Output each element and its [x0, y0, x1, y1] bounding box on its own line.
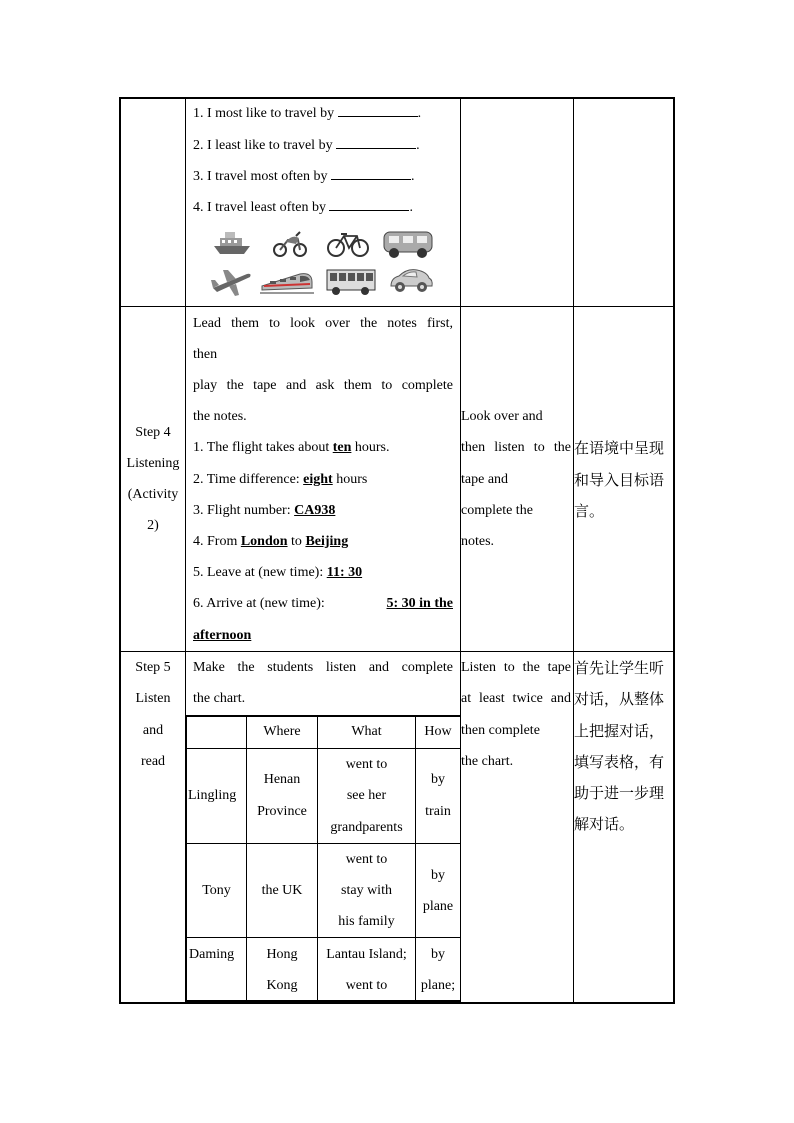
student-line: tape and — [461, 472, 509, 487]
question-1: 1. I most like to travel by . — [193, 106, 422, 121]
chart-cell-name: Lingling — [188, 788, 237, 803]
intro-line: Make the students listen and complete — [193, 660, 453, 675]
intro-line: play the tape and ask them to complete — [193, 378, 453, 393]
note-2: 2. Time difference: eight hours — [193, 472, 368, 487]
chart-cell-name: Tony — [202, 883, 231, 898]
chart-cell-how: plane; — [420, 978, 456, 993]
chart-header-where: Where — [263, 724, 301, 739]
step-label-line: Step 5 — [135, 660, 171, 675]
student-line: Listen to the tape — [461, 660, 571, 675]
table-border-top — [119, 97, 675, 99]
purpose-line: 解对话。 — [574, 815, 635, 833]
step-label-line: Step 4 — [135, 425, 171, 440]
chart-cell-how: plane — [422, 899, 454, 914]
student-line: the chart. — [461, 754, 514, 769]
purpose-line: 和导入目标语 — [574, 471, 665, 489]
chart-cell-what: see her — [346, 788, 387, 803]
ship-icon — [212, 228, 252, 258]
col-divider-3 — [573, 97, 574, 1004]
chart-cell-how: by — [431, 868, 445, 883]
purpose-line: 在语境中呈现 — [574, 439, 665, 457]
intro-line: then — [193, 347, 218, 362]
step-label-line: and — [142, 723, 164, 738]
intro-line: the chart. — [193, 691, 246, 706]
chart-cell-where: Hong — [266, 947, 298, 962]
table-border-bottom — [119, 1002, 675, 1004]
car-icon — [387, 266, 435, 296]
chart-cell-what: went to — [345, 852, 388, 867]
step-label-line: Listening — [126, 456, 180, 471]
chart-header-what: What — [351, 724, 382, 739]
intro-line: the notes. — [193, 409, 247, 424]
chart-cell-what: his family — [338, 914, 395, 929]
chart-cell-what: went to — [345, 978, 388, 993]
question-2: 2. I least like to travel by . — [193, 138, 420, 153]
question-3: 3. I travel most often by . — [193, 169, 415, 184]
chart-cell-how: train — [425, 804, 451, 819]
chart-cell-what: Lantau Island; — [326, 947, 407, 962]
train-icon — [260, 266, 314, 296]
note-3: 3. Flight number: CA938 — [193, 503, 336, 518]
note-5: 5. Leave at (new time): 11: 30 — [193, 565, 363, 580]
chart-cell-where: Province — [257, 804, 307, 819]
student-line: notes. — [461, 534, 495, 549]
note-6: 6. Arrive at (new time): 5: 30 in the — [193, 596, 453, 611]
chart-cell-where: Kong — [266, 978, 298, 993]
purpose-line: 填写表格，有 — [574, 753, 665, 771]
purpose-line: 首先让学生听 — [574, 659, 665, 677]
table-border-right — [673, 97, 675, 1004]
row-divider-2 — [119, 651, 675, 652]
step-label-line: (Activity — [127, 487, 179, 502]
airplane-icon — [209, 266, 253, 298]
student-line: then listen to the — [461, 440, 571, 455]
chart-cell-what: went to — [345, 757, 388, 772]
step-label-line: Listen — [135, 691, 171, 706]
intro-line: Lead them to look over the notes first, — [193, 316, 453, 331]
student-line: then complete — [461, 723, 540, 738]
purpose-line: 对话，从整体 — [574, 690, 665, 708]
step-label-line: read — [140, 754, 166, 769]
motorbike-icon — [272, 228, 308, 258]
step-label-line: 2) — [147, 518, 159, 533]
bus-icon — [381, 228, 435, 260]
chart-cell-how: by — [431, 947, 445, 962]
chart-cell-where: Henan — [263, 772, 301, 787]
student-line: complete the — [461, 503, 533, 518]
chart-cell-how: by — [431, 772, 445, 787]
student-line: Look over and — [461, 409, 543, 424]
purpose-line: 上把握对话， — [574, 722, 665, 740]
city-bus-icon — [325, 268, 377, 296]
bicycle-icon — [327, 230, 369, 258]
chart-header-how: How — [424, 724, 452, 739]
chart-cell-what: stay with — [341, 883, 392, 898]
question-4: 4. I travel least often by . — [193, 200, 413, 215]
chart-cell-name: Daming — [189, 947, 235, 962]
note-6-cont: afternoon — [193, 628, 252, 643]
purpose-line: 助于进一步理 — [574, 784, 665, 802]
row-divider-1 — [119, 306, 675, 307]
chart-cell-what: grandparents — [330, 820, 403, 835]
note-4: 4. From London to Beijing — [193, 534, 349, 549]
purpose-line: 言。 — [574, 502, 605, 520]
table-border-left — [119, 97, 121, 1004]
student-line: at least twice and — [461, 691, 571, 706]
note-1: 1. The flight takes about ten hours. — [193, 440, 390, 455]
chart-cell-where: the UK — [261, 883, 303, 898]
